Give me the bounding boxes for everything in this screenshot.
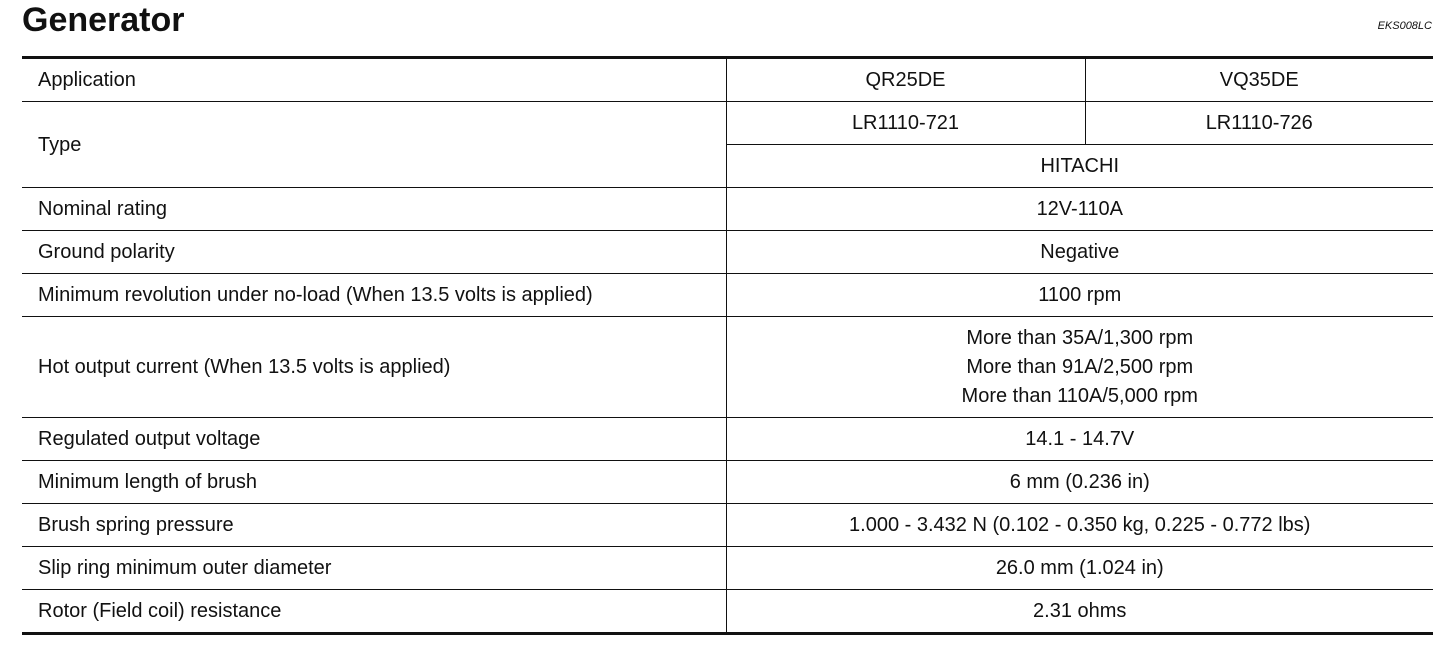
table-row-spring-pressure <box>22 504 1433 547</box>
row-label: Ground polarity <box>22 231 726 274</box>
row-label: Minimum length of brush <box>22 461 726 504</box>
row-label: Hot output current (When 13.5 volts is applied) <box>22 317 726 418</box>
row-label: Nominal rating <box>22 188 726 231</box>
row-label: Slip ring minimum outer diameter <box>22 547 726 590</box>
table-row-rotor-resistance <box>22 590 1433 634</box>
application-qr25de: QR25DE <box>726 58 1085 102</box>
table-row-regulated-voltage <box>22 418 1433 461</box>
generator-spec-table <box>22 56 1433 635</box>
type-qr25de: LR1110-721 <box>726 102 1085 145</box>
row-label: Type <box>22 102 726 188</box>
row-label: Application <box>22 58 726 102</box>
table-row-brush-length <box>22 461 1433 504</box>
row-value <box>726 317 1433 418</box>
row-value: Negative <box>726 231 1433 274</box>
row-label: Regulated output voltage <box>22 418 726 461</box>
row-value: 14.1 - 14.7V <box>726 418 1433 461</box>
row-label: Brush spring pressure <box>22 504 726 547</box>
table-row-hot-output <box>22 317 1433 418</box>
table-row-slip-ring <box>22 547 1433 590</box>
hot-output-line: More than 91A/2,500 rpm <box>966 355 1194 378</box>
page-title: Generator <box>22 1 185 39</box>
type-maker: HITACHI <box>726 145 1433 188</box>
row-value: 12V-110A <box>726 188 1433 231</box>
application-vq35de: VQ35DE <box>1085 58 1433 102</box>
table-row-type <box>22 102 1433 145</box>
table-row-application <box>22 58 1433 102</box>
document-code: EKS008LC <box>1377 20 1432 32</box>
row-value: 1100 rpm <box>726 274 1433 317</box>
table-row-nominal-rating <box>22 188 1433 231</box>
row-value: 26.0 mm (1.024 in) <box>726 547 1433 590</box>
type-vq35de: LR1110-726 <box>1085 102 1433 145</box>
hot-output-line: More than 35A/1,300 rpm <box>966 326 1194 349</box>
row-value: 1.000 - 3.432 N (0.102 - 0.350 kg, 0.225 - 0.772 lbs) <box>726 504 1433 547</box>
table-row-min-revolution <box>22 274 1433 317</box>
row-label: Rotor (Field coil) resistance <box>22 590 726 634</box>
table-row-ground-polarity <box>22 231 1433 274</box>
row-label: Minimum revolution under no-load (When 13.5 volts is applied) <box>22 274 726 317</box>
row-value: 6 mm (0.236 in) <box>726 461 1433 504</box>
row-value: 2.31 ohms <box>726 590 1433 634</box>
hot-output-line: More than 110A/5,000 rpm <box>961 384 1198 407</box>
